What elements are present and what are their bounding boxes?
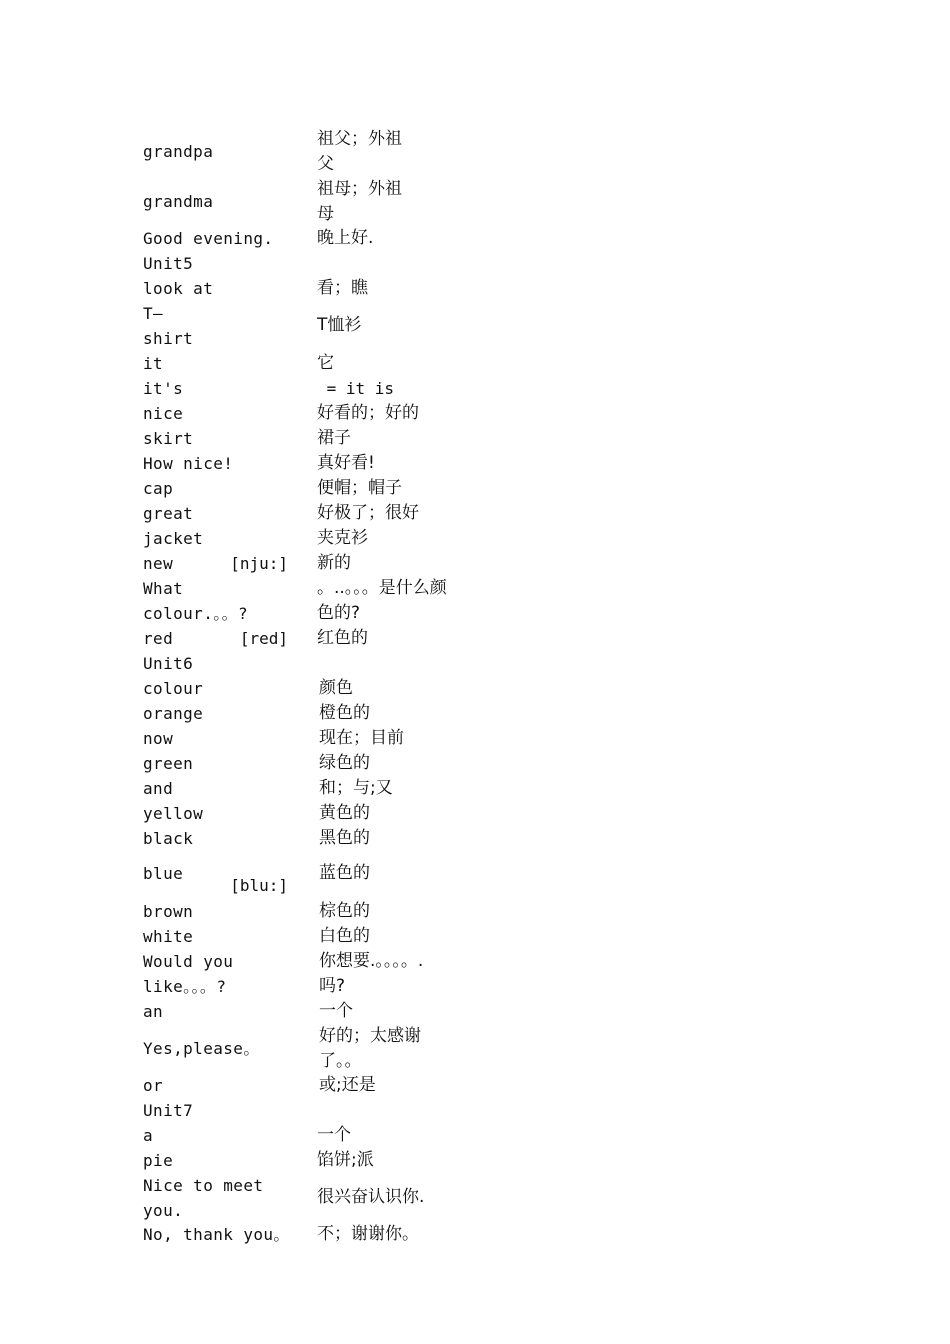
unit-title: Unit7 [143, 1101, 194, 1120]
vocab-row [143, 1222, 523, 1247]
chinese-meaning: 好看的；好的 [317, 403, 419, 423]
phonetic-transcription: [nju:] [230, 554, 288, 573]
vocab-row [143, 861, 523, 899]
phonetic-transcription: [blu:] [230, 876, 288, 895]
vocab-row [143, 726, 523, 751]
english-term: brown [143, 902, 194, 921]
english-term: red [143, 629, 174, 648]
vocab-row [143, 924, 523, 949]
chinese-meaning: 黄色的 [319, 803, 370, 823]
chinese-meaning: 看；瞧 [317, 278, 368, 298]
vocab-row [143, 426, 523, 451]
vocab-row [143, 476, 523, 501]
vocab-row [143, 1024, 523, 1074]
vocab-row [143, 401, 523, 426]
vocab-row [143, 301, 523, 351]
vocab-row [143, 826, 523, 851]
english-term: orange [143, 704, 204, 723]
vocab-row [143, 127, 523, 177]
vocab-row [143, 576, 523, 626]
english-term: and [143, 779, 174, 798]
vocab-row [143, 226, 523, 251]
chinese-meaning: 一个 [319, 1001, 353, 1021]
english-term: jacket [143, 529, 204, 548]
chinese-meaning: 一个 [317, 1125, 351, 1145]
english-term: green [143, 754, 194, 773]
chinese-meaning: 黑色的 [319, 828, 370, 848]
english-term: Yes,please。 [143, 1039, 260, 1058]
english-term: How nice! [143, 454, 234, 473]
vocab-row [143, 701, 523, 726]
english-term: new [143, 554, 174, 573]
chinese-meaning: 裙子 [317, 428, 351, 448]
english-term: white [143, 927, 194, 946]
chinese-meaning: 好极了；很好 [317, 503, 419, 523]
english-term: nice [143, 404, 184, 423]
chinese-meaning: 和；与;又 [319, 778, 393, 798]
chinese-meaning: 夹克衫 [317, 528, 368, 548]
vocab-row [143, 1173, 523, 1223]
chinese-meaning: 现在；目前 [319, 728, 404, 748]
chinese-meaning: 真好看! [317, 453, 375, 473]
english-term: Good evening. [143, 229, 274, 248]
vocab-row [143, 351, 523, 376]
vocab-row [143, 676, 523, 701]
chinese-meaning: 便帽；帽子 [317, 478, 402, 498]
vocab-row [143, 899, 523, 924]
vocab-row [143, 276, 523, 301]
chinese-meaning: 蓝色的 [319, 863, 370, 883]
english-term: it [143, 354, 164, 373]
vocab-row [143, 376, 523, 401]
vocab-row [143, 1123, 523, 1148]
english-term: black [143, 829, 194, 848]
chinese-meaning: 祖父；外祖 父 [317, 129, 402, 174]
vocab-row [143, 751, 523, 776]
vocab-row [143, 1148, 523, 1173]
english-term: cap [143, 479, 174, 498]
unit-heading [143, 1098, 523, 1123]
chinese-meaning: 绿色的 [319, 753, 370, 773]
unit-title: Unit5 [143, 254, 194, 273]
phonetic-transcription: [red] [239, 629, 288, 648]
chinese-meaning: 很兴奋认识你. [317, 1187, 425, 1207]
chinese-meaning: 棕色的 [319, 901, 370, 921]
chinese-meaning: 颜色 [319, 678, 353, 698]
chinese-meaning: 红色的 [317, 628, 368, 648]
chinese-meaning: 它 [317, 353, 334, 373]
chinese-meaning: 你想要.。。。。. 吗? [319, 951, 424, 996]
english-term: pie [143, 1151, 174, 1170]
vocab-row [143, 999, 523, 1024]
chinese-meaning: 馅饼;派 [317, 1150, 374, 1170]
chinese-meaning: 或;还是 [319, 1075, 376, 1095]
english-term: look at [143, 279, 214, 298]
english-term: or [143, 1076, 164, 1095]
english-term: skirt [143, 429, 194, 448]
vocab-row [143, 801, 523, 826]
chinese-meaning: 祖母；外祖 母 [317, 179, 402, 224]
english-term: great [143, 504, 194, 523]
unit-heading [143, 651, 523, 676]
english-term: Nice to meet you. [143, 1176, 264, 1220]
english-term: blue [143, 864, 184, 883]
vocab-row [143, 626, 523, 651]
english-term: a [143, 1126, 154, 1145]
english-term: colour [143, 679, 204, 698]
chinese-meaning: T恤衫 [317, 315, 362, 335]
vocab-row [143, 526, 523, 551]
vocab-row [143, 501, 523, 526]
unit-heading [143, 251, 523, 276]
vocab-row [143, 551, 523, 576]
english-term: grandpa [143, 142, 214, 161]
english-term: No, thank you。 [143, 1225, 290, 1244]
vocab-row [143, 949, 523, 999]
english-term: What colour.。。? [143, 579, 249, 623]
chinese-meaning: 不；谢谢你。 [317, 1224, 419, 1244]
english-term: now [143, 729, 174, 748]
vocab-row [143, 177, 523, 227]
english-term: grandma [143, 192, 214, 211]
english-term: T— shirt [143, 304, 194, 348]
english-term: it's [143, 379, 184, 398]
english-term: Would you like。。。? [143, 952, 234, 996]
chinese-meaning: 新的 [317, 553, 351, 573]
english-term: an [143, 1002, 164, 1021]
chinese-meaning: 晚上好. [317, 228, 374, 248]
chinese-meaning: 好的；太感谢 了。。 [319, 1026, 421, 1071]
english-term: yellow [143, 804, 204, 823]
chinese-meaning: 橙色的 [319, 703, 370, 723]
vocab-row [143, 451, 523, 476]
chinese-meaning: = it is [317, 379, 395, 398]
chinese-meaning: 。..。。。是什么颜 色的? [317, 578, 447, 623]
chinese-meaning: 白色的 [319, 926, 370, 946]
vocab-row [143, 776, 523, 801]
unit-title: Unit6 [143, 654, 194, 673]
vocab-row [143, 1073, 523, 1098]
